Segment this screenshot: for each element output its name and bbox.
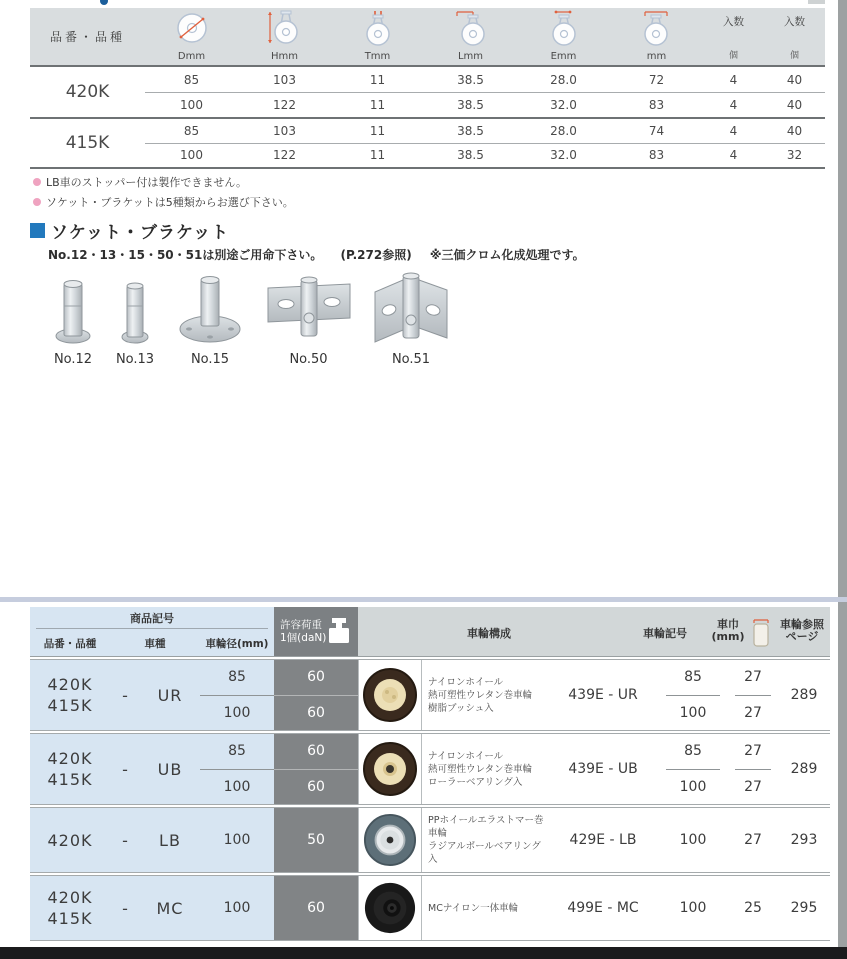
wheel-widths: 27: [744, 832, 762, 848]
product-codes: 420K 415K: [47, 749, 93, 789]
load-values: 60 60: [274, 734, 358, 804]
wheel-image-nylon-urethane-roller: [358, 734, 422, 804]
qty-unit: 個: [728, 51, 738, 61]
wheel-image-mc-nylon: [358, 876, 422, 940]
note-text: LB車のストッパー付は製作できません。: [46, 176, 248, 189]
wheel-type: MC: [156, 898, 184, 918]
socket-no15-image: [174, 274, 246, 348]
reference-page: 289: [790, 761, 818, 777]
spec-col-tmm: [331, 8, 424, 65]
socket-no51-image: [369, 272, 453, 348]
socket-items: [40, 272, 461, 367]
section-marker-icon: [30, 223, 45, 238]
dash: -: [122, 759, 128, 779]
dim-label: Emm: [550, 51, 577, 62]
wheel-widths: 27 27: [728, 734, 778, 804]
wheel-structure: ナイロンホイール 熱可塑性ウレタン巻車輪 ローラーベアリング入: [428, 750, 533, 788]
product-table-header: [30, 607, 830, 657]
col-page: 車輪参照 ページ: [780, 618, 824, 643]
socket-label: No.51: [391, 352, 431, 367]
viewer-bottom-band: [0, 947, 847, 959]
section-title: ソケット・ブラケット: [51, 223, 230, 243]
socket-item-no12: [40, 274, 106, 367]
code-diameters: 100: [679, 900, 707, 916]
load-label-1: 許容荷重: [280, 619, 322, 631]
code-diameters: 85 100: [658, 734, 728, 804]
wheel-widths: 27 27: [728, 660, 778, 730]
header-load: [274, 607, 358, 656]
table-row-lb: [30, 807, 830, 873]
table-row: 100 122 11 38.5 32.0 83 4 40: [145, 92, 825, 117]
code-diameters: 100: [679, 832, 707, 848]
dash: -: [122, 830, 128, 850]
table-row-ub: [30, 733, 830, 805]
header-wheel-section: [358, 607, 830, 656]
socket-section-header: [30, 218, 229, 243]
product-table: [30, 607, 830, 941]
socket-label: No.13: [115, 352, 155, 367]
qty-unit: 個: [789, 51, 799, 61]
wheel-type: UR: [157, 685, 183, 705]
load-values: 60 60: [274, 660, 358, 730]
socket-no13-image: [114, 276, 156, 348]
cutoff-fragment-dot: [100, 0, 108, 5]
cutoff-fragment-rect: [808, 0, 825, 4]
dim-label: Dmm: [177, 51, 206, 62]
socket-label: No.50: [289, 352, 328, 367]
wheel-code: 439E - UB: [568, 761, 638, 777]
col-type: 車種: [144, 638, 166, 650]
socket-plating-note: ※三価クロム化成処理です。: [429, 248, 585, 262]
caster-offset-icon: [544, 10, 584, 50]
spec-group-420k: [30, 67, 825, 117]
dim-label: Hmm: [270, 51, 298, 62]
qty-header: 入数: [723, 16, 744, 28]
table-row: 85 103 11 38.5 28.0 74 4 40: [183, 123, 803, 138]
load-values: 50: [274, 808, 358, 872]
socket-label: No.12: [53, 352, 93, 367]
socket-label: No.15: [190, 352, 230, 367]
spec-col-product: 品番・品種: [49, 30, 125, 44]
wheel-diameters: 85 100: [200, 734, 274, 804]
col-code: 車輪記号: [643, 627, 687, 640]
wheel-structure: ナイロンホイール 熱可塑性ウレタン巻車輪 樹脂ブッシュ入: [428, 676, 533, 714]
caster-mount-width-icon: [637, 10, 677, 50]
note-item: [33, 194, 294, 210]
spec-table-header: [30, 8, 825, 65]
col-product: 品番・品種: [43, 638, 97, 650]
dash: -: [122, 898, 128, 918]
load-label-2: 1個(daN): [280, 632, 327, 644]
spec-col-qty-2: [764, 8, 825, 65]
dim-label: mm: [646, 51, 667, 62]
wheel-widths: 25: [744, 900, 762, 916]
caster-height-icon: [265, 10, 305, 50]
reference-page: 289: [790, 687, 818, 703]
product-codes: 420K: [47, 830, 93, 850]
table-row: 85 103 11 38.5 28.0 72 4 40: [183, 72, 803, 87]
socket-no12-image: [49, 274, 97, 348]
wheel-code: 429E - LB: [569, 832, 637, 848]
spec-table: [30, 8, 825, 169]
qty-header: 入数: [784, 16, 805, 28]
wheel-type: UB: [157, 759, 183, 779]
socket-section-subtitle: [48, 246, 599, 263]
wheel-image-nylon-urethane-bush: [358, 660, 422, 730]
socket-page-reference: (P.272参照): [340, 248, 412, 262]
wheel-diameters: 100: [223, 900, 251, 916]
socket-no50-image: [264, 274, 354, 348]
note-item: [33, 174, 294, 190]
wheel-structure: PPホイールエラストマー巻車輪 ラジアルボールベアリング入: [428, 815, 544, 865]
page-edge-strip: [838, 0, 847, 947]
socket-item-no13: [106, 276, 164, 367]
spec-col-qty-1: [703, 8, 764, 65]
table-row-mc: [30, 875, 830, 941]
wheel-code: 499E - MC: [567, 900, 639, 916]
pink-bullet-icon: [33, 198, 41, 206]
spec-col-mm: [610, 8, 703, 65]
caster-plate-thickness-icon: [358, 10, 398, 50]
product-codes: 420K 415K: [47, 888, 93, 928]
spec-col-emm: [517, 8, 610, 65]
wheel-diameters: 85 100: [200, 660, 274, 730]
dim-label: Tmm: [364, 51, 391, 62]
group-header: 商品記号: [130, 612, 174, 625]
col-width: 車巾 (mm): [711, 618, 745, 643]
wheel-diameters: 100: [223, 832, 251, 848]
dim-label: Lmm: [457, 51, 484, 62]
table-row-ur: [30, 659, 830, 731]
notes: [33, 174, 294, 214]
spec-col-dmm: [145, 8, 238, 65]
spec-col-lmm: [424, 8, 517, 65]
wheel-width-icon: [750, 617, 772, 653]
weight-icon: [326, 617, 352, 649]
wheel-structure: MCナイロン一体車輪: [428, 902, 519, 914]
spec-col-hmm: [238, 8, 331, 65]
product-code: 415K: [65, 133, 110, 153]
socket-item-no50: [256, 274, 361, 367]
socket-item-no15: [164, 274, 256, 367]
wheel-image-pp-elastomer: [358, 808, 422, 872]
header-rule: [36, 628, 268, 629]
load-values: 60: [274, 876, 358, 940]
product-code: 420K: [65, 82, 110, 102]
spec-group-415k: [30, 117, 825, 167]
reference-page: 295: [790, 900, 818, 916]
col-structure: 車輪構成: [467, 627, 511, 640]
table-row: 100 122 11 38.5 32.0 83 4 32: [145, 143, 825, 167]
socket-subtitle-text: No.12・13・15・50・51は別途ご用命下さい。: [48, 248, 323, 262]
note-text: ソケット・ブラケットは5種類からお選び下さい。: [46, 196, 294, 209]
col-dia: 車輪径(mm): [205, 638, 269, 650]
caster-length-icon: [451, 10, 491, 50]
header-product-codes: [30, 607, 274, 656]
socket-item-no51: [361, 272, 461, 367]
dash: -: [122, 685, 128, 705]
wheel-code: 439E - UR: [568, 687, 638, 703]
section-divider: [0, 597, 847, 602]
caster-diameter-icon: [172, 10, 212, 50]
code-diameters: 85 100: [658, 660, 728, 730]
reference-page: 293: [790, 832, 818, 848]
pink-bullet-icon: [33, 178, 41, 186]
wheel-type: LB: [159, 830, 181, 850]
product-codes: 420K 415K: [47, 675, 93, 715]
